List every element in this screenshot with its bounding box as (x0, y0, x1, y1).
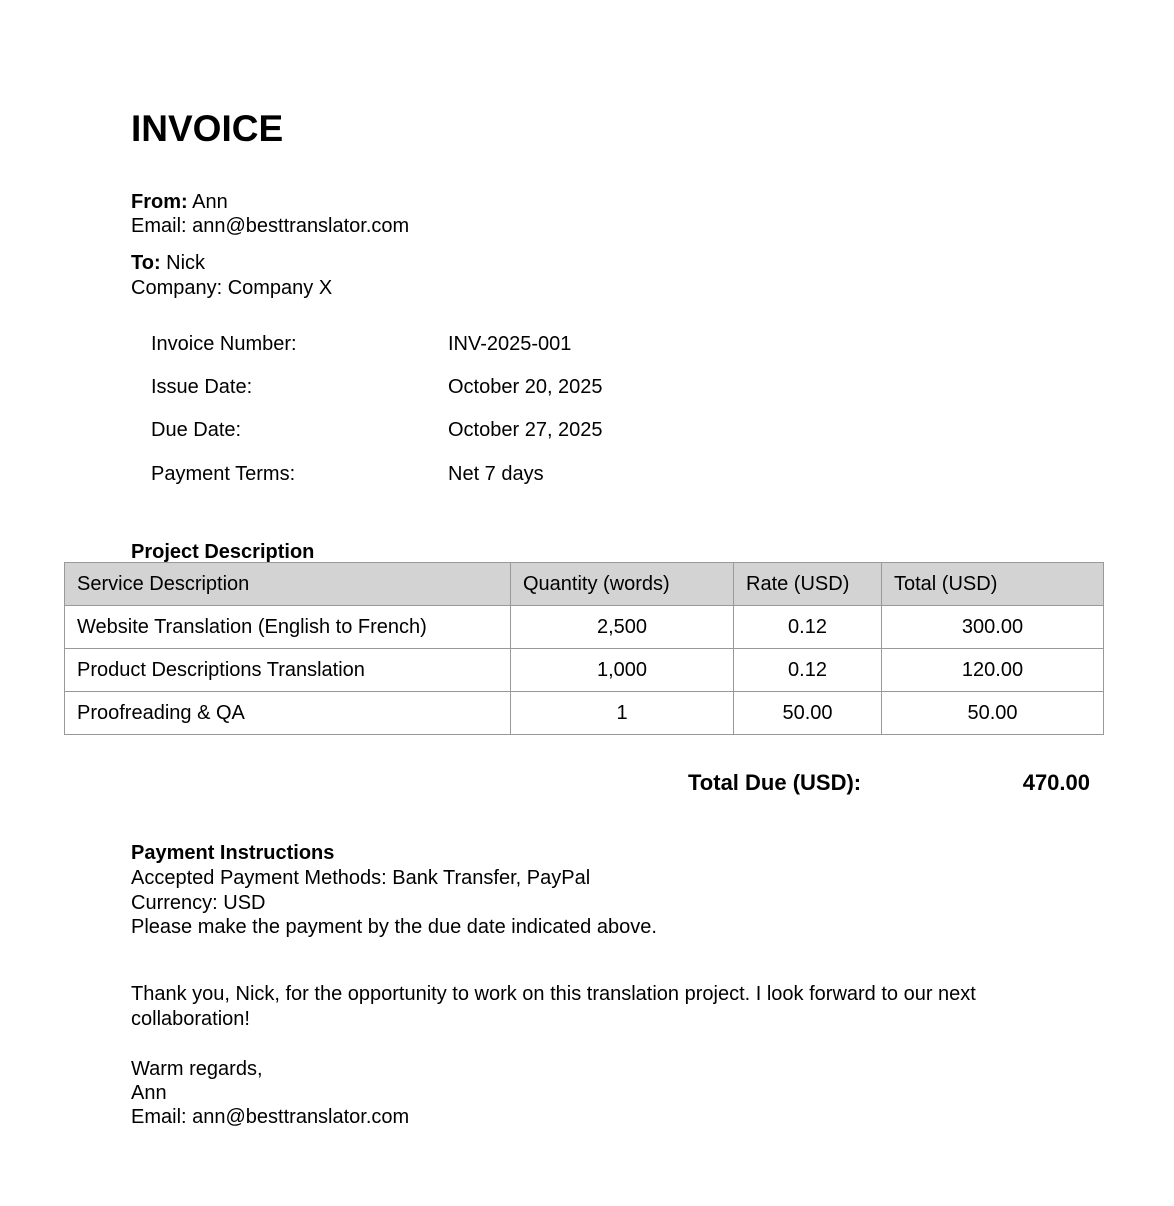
cell: 50.00 (882, 692, 1104, 735)
cell: 0.12 (734, 606, 882, 649)
payment-heading: Payment Instructions (131, 842, 335, 864)
table-row (65, 649, 1104, 692)
detail-label: Payment Terms: (151, 463, 296, 485)
table-row (65, 606, 1104, 649)
total-due-value: 470.00 (1022, 770, 1090, 795)
to-company: Company: Company X (131, 277, 333, 299)
detail-value: INV-2025-001 (448, 333, 572, 355)
cell: 0.12 (734, 649, 882, 692)
signature-email: Email: ann@besttranslator.com (131, 1106, 410, 1128)
to-label: To: (131, 252, 161, 274)
cell: Website Translation (English to French) (65, 606, 511, 649)
header-cell: Service Description (65, 563, 511, 606)
payment-methods: Accepted Payment Methods: Bank Transfer, PayPal (131, 867, 591, 889)
from-line (131, 190, 228, 214)
cell: Product Descriptions Translation (65, 649, 511, 692)
services-table (64, 562, 1104, 735)
cell: 300.00 (882, 606, 1104, 649)
cell: 2,500 (511, 606, 734, 649)
detail-value: Net 7 days (448, 463, 544, 485)
to-name: Nick (166, 252, 206, 274)
cell: 1,000 (511, 649, 734, 692)
cell: 120.00 (882, 649, 1104, 692)
total-due-label: Total Due (USD): (688, 770, 862, 795)
cell: 1 (511, 692, 734, 735)
detail-label: Due Date: (151, 419, 242, 441)
payment-currency: Currency: USD (131, 892, 266, 914)
payment-note: Please make the payment by the due date indicated above. (131, 916, 657, 938)
detail-value: October 27, 2025 (448, 419, 603, 441)
header-cell: Quantity (words) (511, 563, 734, 606)
to-line (131, 251, 205, 275)
header-cell: Total (USD) (882, 563, 1104, 606)
table-header-row (65, 563, 1104, 606)
from-name: Ann (192, 191, 228, 213)
thank-you-note: Thank you, Nick, for the opportunity to work on this translation project. I look forward to our next collaboration! (131, 983, 976, 1030)
detail-label: Invoice Number: (151, 333, 297, 355)
from-label: From: (131, 191, 188, 213)
detail-value: October 20, 2025 (448, 376, 603, 398)
cell: 50.00 (734, 692, 882, 735)
project-heading: Project Description (131, 541, 315, 563)
detail-label: Issue Date: (151, 376, 253, 398)
signature-name: Ann (131, 1082, 167, 1104)
table-row (65, 692, 1104, 735)
header-cell: Rate (USD) (734, 563, 882, 606)
regards: Warm regards, (131, 1058, 263, 1080)
invoice-title: INVOICE (131, 108, 284, 149)
from-email: Email: ann@besttranslator.com (131, 215, 410, 237)
cell: Proofreading & QA (65, 692, 511, 735)
